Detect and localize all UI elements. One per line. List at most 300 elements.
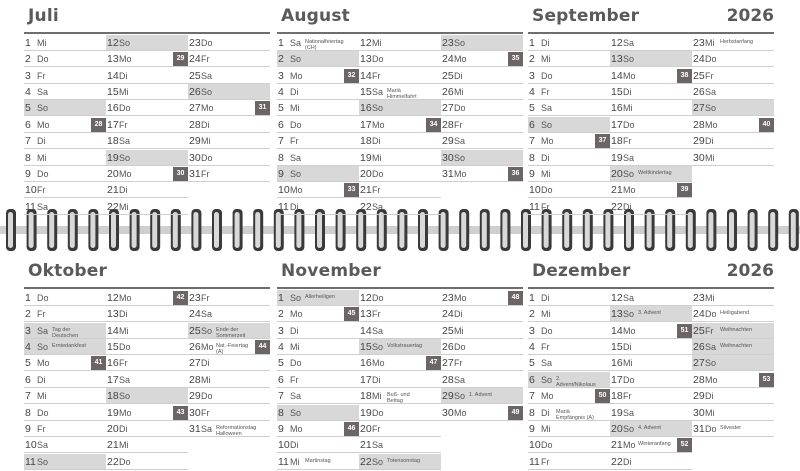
weekday-label: Do <box>201 38 213 48</box>
day-number: 16 <box>360 357 372 370</box>
day-row <box>24 290 106 306</box>
day-row <box>277 166 359 182</box>
day-number: 2 <box>529 308 535 321</box>
day-row <box>528 35 610 51</box>
day-row <box>106 182 188 198</box>
day-number: 13 <box>611 308 623 321</box>
day-row <box>610 290 692 306</box>
day-number: 4 <box>25 86 31 99</box>
weekday-label: Mi <box>454 325 464 336</box>
day-row <box>106 84 188 100</box>
month-name: Juli <box>28 6 59 26</box>
day-row <box>610 388 692 404</box>
day-row <box>277 150 359 166</box>
spiral-ring <box>88 209 98 251</box>
holiday-label: Heiligabend <box>720 310 750 317</box>
weekday-label: Mi <box>372 38 382 48</box>
day-number: 24 <box>189 53 201 66</box>
weekday-label: Sa <box>201 70 213 81</box>
month-rule <box>528 287 774 289</box>
day-number: 9 <box>529 167 535 180</box>
weekday-label: Mi <box>290 342 300 353</box>
day-number: 25 <box>442 69 454 82</box>
week-number-badge: 50 <box>595 389 610 403</box>
day-number: 9 <box>25 422 31 435</box>
day-row <box>106 133 188 149</box>
day-row <box>106 306 188 322</box>
day-row <box>24 323 106 339</box>
day-row <box>359 372 441 388</box>
month-header <box>24 6 270 32</box>
week-number-badge: 32 <box>344 69 359 83</box>
day-number: 15 <box>107 86 119 99</box>
day-row <box>188 405 270 421</box>
day-number: 11 <box>278 200 289 213</box>
weekday-label: Do <box>454 103 466 114</box>
weekday-label: So <box>705 103 717 114</box>
month-name: Dezember <box>532 261 631 281</box>
week-number-badge: 28 <box>91 118 106 132</box>
weekday-label: So <box>454 391 466 402</box>
day-number: 16 <box>107 357 119 370</box>
weekday-label: Do <box>372 54 384 65</box>
week-number-badge: 39 <box>677 183 692 197</box>
day-row <box>359 323 441 339</box>
day-number: 28 <box>442 373 454 386</box>
holiday-label: Winteranfang <box>638 441 671 448</box>
spiral-ring <box>583 209 593 251</box>
day-number: 23 <box>189 37 201 49</box>
day-row <box>528 84 610 100</box>
day-number: 22 <box>611 455 623 468</box>
weekday-label: Mo <box>541 391 554 402</box>
day-row <box>359 150 441 166</box>
day-row <box>106 117 188 133</box>
day-row <box>188 133 270 149</box>
weekday-label: So <box>623 423 635 434</box>
day-number: 13 <box>360 53 372 66</box>
day-number: 23 <box>189 292 201 304</box>
day-number: 21 <box>611 439 623 452</box>
weekday-label: Do <box>37 407 49 418</box>
day-number: 30 <box>693 406 705 419</box>
weekday-label: Mi <box>37 391 47 402</box>
weekday-label: Do <box>705 309 717 320</box>
day-row <box>528 355 610 371</box>
day-row <box>24 150 106 166</box>
day-number: 15 <box>360 86 372 99</box>
week-number-badge: 52 <box>677 438 692 452</box>
day-number: 18 <box>611 135 623 148</box>
day-number: 5 <box>529 357 535 370</box>
day-number: 17 <box>360 118 372 131</box>
day-number: 21 <box>611 184 623 197</box>
weekday-label: Sa <box>37 201 49 212</box>
day-row <box>24 372 106 388</box>
day-number: 29 <box>442 135 454 148</box>
day-row <box>188 117 270 133</box>
year-label: 2026 <box>726 261 774 281</box>
day-row <box>441 372 523 388</box>
day-row <box>441 388 523 404</box>
day-row <box>441 150 523 166</box>
week-number-badge: 42 <box>173 291 188 305</box>
day-number: 16 <box>611 357 623 370</box>
day-column <box>359 35 441 215</box>
day-number: 30 <box>189 151 201 164</box>
day-number: 31 <box>693 422 705 435</box>
day-row <box>441 133 523 149</box>
weekday-label: So <box>290 407 302 418</box>
weekday-label: Mi <box>454 87 464 98</box>
weekday-label: Fr <box>37 185 46 196</box>
day-row <box>359 454 441 470</box>
day-number: 7 <box>25 390 31 403</box>
weekday-label: Di <box>290 87 299 98</box>
weekday-label: Mi <box>290 103 300 114</box>
weekday-label: So <box>201 87 213 98</box>
day-number: 5 <box>25 357 31 370</box>
day-number: 12 <box>360 292 372 304</box>
weekday-label: Mi <box>372 391 382 402</box>
day-number: 20 <box>611 167 623 180</box>
day-column <box>106 290 188 470</box>
weekday-label: Fr <box>201 293 210 303</box>
day-row <box>528 133 610 149</box>
day-number: 30 <box>442 406 454 419</box>
weekday-label: Mo <box>541 136 554 147</box>
day-row <box>528 166 610 182</box>
day-column <box>277 35 359 215</box>
day-number: 9 <box>278 422 284 435</box>
holiday-label: Silvester <box>720 424 742 431</box>
day-row <box>106 51 188 67</box>
day-number: 19 <box>611 151 623 164</box>
weekday-label: Di <box>290 440 299 451</box>
day-number: 25 <box>693 69 705 82</box>
spiral-ring <box>212 209 222 251</box>
day-number: 10 <box>529 184 541 197</box>
day-row <box>528 199 610 215</box>
weekday-label: Do <box>290 119 302 130</box>
weekday-label: Mo <box>705 119 718 130</box>
day-row <box>277 405 359 421</box>
day-number: 15 <box>107 341 119 354</box>
day-number: 20 <box>107 167 119 180</box>
weekday-label: Di <box>705 391 714 402</box>
day-number: 18 <box>360 135 372 148</box>
day-number: 16 <box>611 102 623 115</box>
day-number: 28 <box>189 373 201 386</box>
weekday-label: Do <box>37 293 49 303</box>
day-number: 7 <box>278 390 284 403</box>
day-number: 29 <box>189 135 201 148</box>
spiral-ring <box>727 209 737 251</box>
week-number-badge: 47 <box>426 356 441 370</box>
month-november <box>277 261 523 470</box>
weekday-label: Mo <box>290 70 303 81</box>
spiral-ring <box>665 209 675 251</box>
month-oktober <box>24 261 270 470</box>
weekday-label: Fr <box>705 325 714 336</box>
week-number-badge: 46 <box>344 422 359 436</box>
day-row <box>106 35 188 51</box>
day-number: 26 <box>189 86 201 99</box>
day-number: 31 <box>442 167 454 180</box>
month-header <box>277 6 523 32</box>
weekday-label: Mo <box>290 185 303 196</box>
day-row <box>106 68 188 84</box>
day-number: 21 <box>107 184 119 197</box>
weekday-label: Di <box>623 342 632 353</box>
week-number-badge: 33 <box>344 183 359 197</box>
day-number: 27 <box>693 357 705 370</box>
weekday-label: Sa <box>37 440 49 451</box>
day-row <box>692 51 774 67</box>
weekday-label: Do <box>119 342 131 353</box>
day-number: 17 <box>360 373 372 386</box>
day-row <box>528 117 610 133</box>
month-juli <box>24 6 270 215</box>
month-rule <box>277 32 523 34</box>
day-row <box>528 339 610 355</box>
day-number: 19 <box>107 151 119 164</box>
day-number: 25 <box>693 324 705 337</box>
day-number: 24 <box>442 308 454 321</box>
weekday-label: Di <box>623 456 632 467</box>
day-number: 3 <box>278 69 284 82</box>
day-row <box>188 100 270 116</box>
week-number-badge: 31 <box>255 101 270 115</box>
day-row <box>277 388 359 404</box>
day-row <box>277 323 359 339</box>
day-number: 22 <box>360 455 372 468</box>
month-name: September <box>532 6 640 26</box>
weekday-label: Do <box>372 407 384 418</box>
weekday-label: Mo <box>454 293 467 303</box>
day-number: 28 <box>693 118 705 131</box>
weekday-label: Do <box>623 374 635 385</box>
day-number: 13 <box>360 308 372 321</box>
day-number: 27 <box>442 102 454 115</box>
day-column <box>106 35 188 215</box>
weekday-label: Sa <box>290 152 302 163</box>
week-number-badge: 51 <box>677 324 692 338</box>
day-row <box>277 84 359 100</box>
day-number: 10 <box>529 439 541 452</box>
month-rule <box>24 32 270 34</box>
day-row <box>188 421 270 437</box>
weekday-label: Mi <box>705 407 715 418</box>
holiday-label: Mariä Empfängnis (A) <box>556 408 594 421</box>
day-row <box>359 182 441 198</box>
weekday-label: Fr <box>37 423 46 434</box>
spiral-ring <box>274 209 284 251</box>
weekday-label: Fr <box>119 358 128 369</box>
weekday-label: So <box>37 103 49 114</box>
holiday-label: Ende der Sommerzeit <box>216 326 246 339</box>
week-number-badge: 38 <box>677 69 692 83</box>
weekday-label: Fr <box>372 423 381 434</box>
weekday-label: Di <box>37 374 46 385</box>
day-number: 27 <box>189 357 201 370</box>
day-column <box>692 290 774 437</box>
day-row <box>610 405 692 421</box>
day-row <box>188 306 270 322</box>
day-row <box>610 454 692 470</box>
weekday-label: Fr <box>454 119 463 130</box>
spiral-ring <box>377 209 387 251</box>
day-row <box>106 100 188 116</box>
day-number: 18 <box>107 390 119 403</box>
day-row <box>277 454 359 470</box>
weekday-label: So <box>372 342 384 353</box>
day-row <box>610 355 692 371</box>
weekday-label: Di <box>119 423 128 434</box>
day-number: 26 <box>442 86 454 99</box>
day-number: 14 <box>360 324 372 337</box>
day-number: 1 <box>529 292 535 304</box>
weekday-label: Fr <box>201 407 210 418</box>
day-row <box>528 454 610 470</box>
weekday-label: Sa <box>201 423 213 434</box>
weekday-label: Fr <box>37 309 46 320</box>
weekday-label: Sa <box>372 440 384 451</box>
spiral-ring <box>562 209 572 251</box>
day-row <box>359 405 441 421</box>
day-row <box>106 199 188 215</box>
day-row <box>528 290 610 306</box>
weekday-label: Fr <box>372 70 381 81</box>
weekday-label: Di <box>372 136 381 147</box>
spiral-ring <box>768 209 778 251</box>
weekday-label: So <box>290 293 302 303</box>
day-number: 23 <box>693 292 705 304</box>
day-number: 24 <box>693 308 705 321</box>
day-row <box>106 421 188 437</box>
day-number: 8 <box>25 151 31 164</box>
day-number: 5 <box>278 357 284 370</box>
day-number: 7 <box>25 135 31 148</box>
day-row <box>24 437 106 453</box>
weekday-label: Sa <box>119 136 131 147</box>
day-number: 14 <box>107 69 119 82</box>
weekday-label: Do <box>119 456 131 467</box>
day-row <box>359 388 441 404</box>
weekday-label: Do <box>705 54 717 65</box>
weekday-label: Do <box>372 293 384 303</box>
day-row <box>528 182 610 198</box>
weekday-label: Do <box>201 152 213 163</box>
day-row <box>441 117 523 133</box>
day-number: 2 <box>278 308 284 321</box>
day-row <box>188 166 270 182</box>
day-row <box>359 84 441 100</box>
day-number: 11 <box>529 200 540 213</box>
month-header <box>528 261 774 287</box>
weekday-label: Fr <box>372 185 381 196</box>
spiral-ring <box>27 209 37 251</box>
holiday-label: Tag der Deutschen <box>52 326 79 339</box>
week-number-badge: 41 <box>91 356 106 370</box>
day-row <box>441 100 523 116</box>
day-number: 9 <box>529 422 535 435</box>
weekday-label: Sa <box>623 38 635 48</box>
day-number: 30 <box>442 151 454 164</box>
month-rule <box>24 287 270 289</box>
day-number: 19 <box>611 406 623 419</box>
day-row <box>277 437 359 453</box>
holiday-label: Totensonntag <box>387 457 421 464</box>
day-row <box>692 133 774 149</box>
day-column <box>528 35 610 215</box>
day-column <box>441 35 523 182</box>
weekday-label: Fr <box>37 70 46 81</box>
day-number: 5 <box>529 102 535 115</box>
weekday-label: Mo <box>201 103 214 114</box>
day-column <box>610 35 692 215</box>
day-row <box>106 150 188 166</box>
day-row <box>610 437 692 453</box>
day-row <box>24 51 106 67</box>
day-row <box>359 35 441 51</box>
day-number: 14 <box>611 324 623 337</box>
spiral-ring <box>294 209 304 251</box>
day-row <box>277 100 359 116</box>
weekday-label: Di <box>372 374 381 385</box>
week-number-badge: 29 <box>173 52 188 66</box>
weekday-label: Do <box>37 168 49 179</box>
weekday-label: Mo <box>623 325 636 336</box>
day-number: 22 <box>107 455 119 468</box>
day-number: 29 <box>189 390 201 403</box>
day-row <box>610 150 692 166</box>
spiral-ring <box>686 209 696 251</box>
day-row <box>528 323 610 339</box>
day-row <box>610 68 692 84</box>
holiday-label: Weihnachten <box>720 343 753 350</box>
week-number-badge: 40 <box>759 118 774 132</box>
day-number: 1 <box>529 37 535 49</box>
weekday-label: Di <box>705 136 714 147</box>
day-number: 12 <box>107 292 119 304</box>
holiday-label: 3. Advent <box>638 310 661 317</box>
day-row <box>528 51 610 67</box>
day-number: 30 <box>693 151 705 164</box>
day-row <box>106 405 188 421</box>
day-row <box>188 323 270 339</box>
day-column <box>277 290 359 470</box>
holiday-label: Volkstrauertag <box>387 343 423 350</box>
weekday-label: Di <box>454 70 463 81</box>
day-row <box>106 372 188 388</box>
day-number: 26 <box>442 341 454 354</box>
weekday-label: Do <box>119 103 131 114</box>
weekday-label: Mi <box>119 325 129 336</box>
weekday-label: So <box>705 358 717 369</box>
day-column <box>188 35 270 182</box>
day-number: 21 <box>360 184 372 197</box>
day-row <box>359 306 441 322</box>
day-row <box>24 100 106 116</box>
weekday-label: Di <box>541 293 550 303</box>
weekday-label: Sa <box>623 293 635 303</box>
day-number: 15 <box>611 86 623 99</box>
day-row <box>277 290 359 306</box>
weekday-label: Mo <box>119 168 132 179</box>
day-column <box>692 35 774 166</box>
day-number: 1 <box>278 37 284 49</box>
